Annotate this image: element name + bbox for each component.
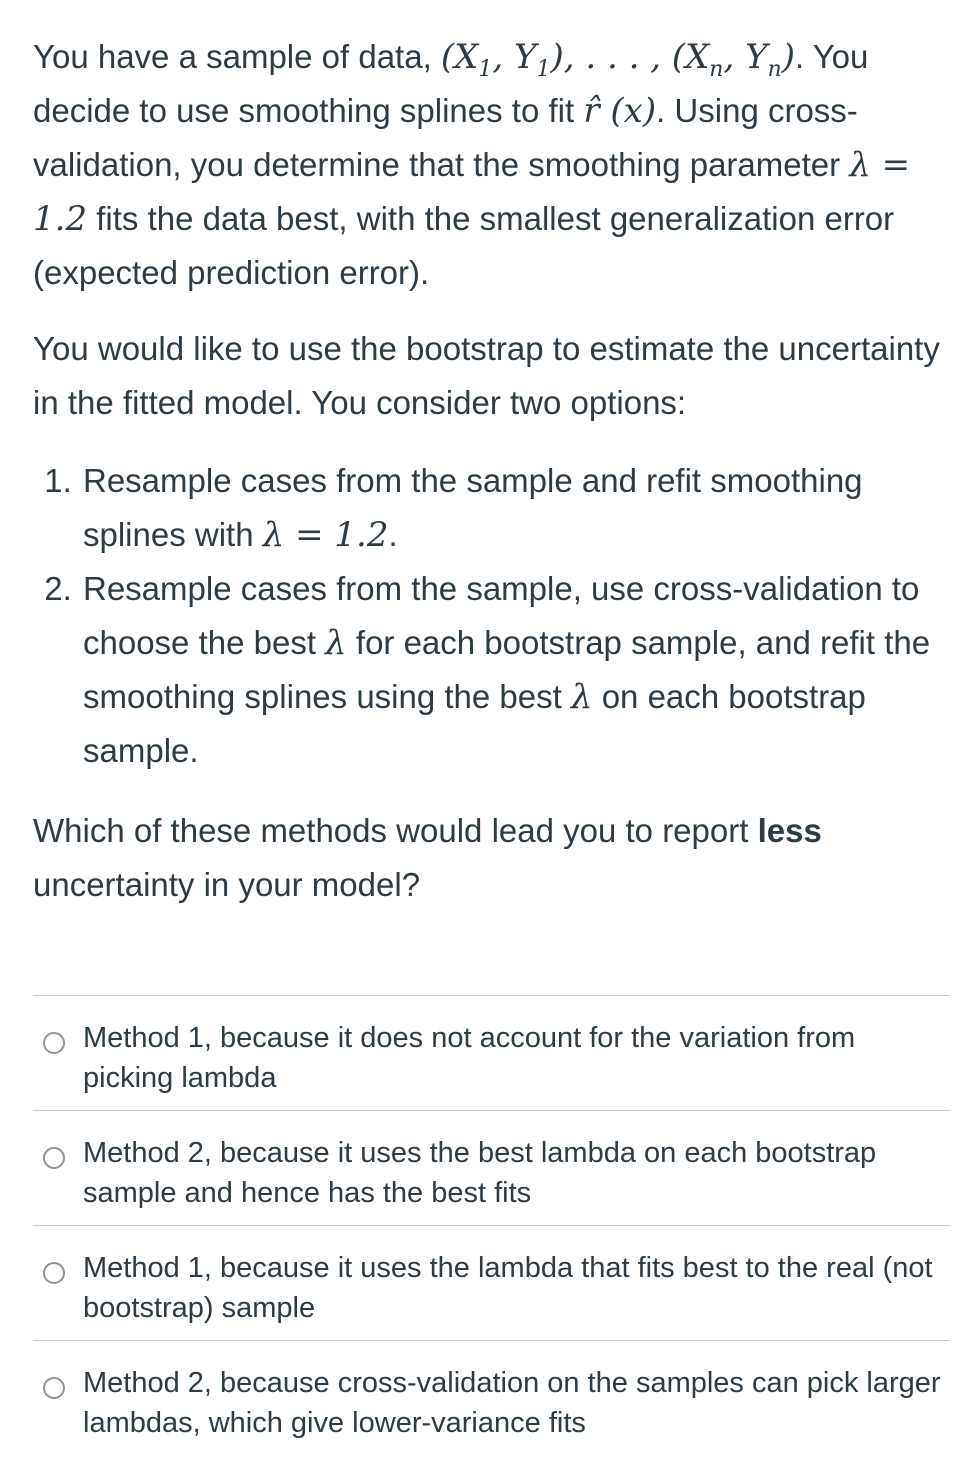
emphasis-less: less bbox=[757, 812, 822, 849]
answer-label[interactable]: Method 2, because cross-validation on the samples can pick larger lambdas, which give lower-variance fits bbox=[83, 1367, 941, 1439]
answer-option-3[interactable] bbox=[33, 1225, 950, 1340]
question-body bbox=[33, 30, 953, 912]
radio-button[interactable] bbox=[43, 1377, 65, 1399]
answer-label[interactable]: Method 1, because it does not account for the variation from picking lambda bbox=[83, 1022, 856, 1094]
question-text: . Using cross-validation, you determine that the smoothing parameter bbox=[33, 92, 858, 183]
answer-choices bbox=[33, 995, 950, 1455]
question-text: . You decide to use smoothing splines to fit bbox=[33, 38, 869, 129]
radio-button[interactable] bbox=[43, 1032, 65, 1054]
math-lambda: λ bbox=[570, 677, 593, 717]
question-prompt: Which of these methods would lead you to report less uncertainty in your model? bbox=[33, 812, 822, 903]
answer-label[interactable]: Method 2, because it uses the best lambda on each bootstrap sample and hence has the best fits bbox=[83, 1137, 877, 1209]
methods-list bbox=[33, 454, 953, 778]
answer-option-2[interactable] bbox=[33, 1110, 950, 1225]
radio-button[interactable] bbox=[43, 1262, 65, 1284]
math-lambda-value: λ = 1.2 bbox=[33, 145, 911, 239]
math-lambda-value: λ = 1.2 bbox=[262, 515, 389, 555]
question-paragraph-1 bbox=[33, 30, 953, 300]
math-lambda: λ bbox=[325, 623, 347, 663]
answer-option-4[interactable] bbox=[33, 1340, 950, 1455]
method-1-item: 1. Resample cases from the sample and refit smoothing splines with λ = 1.2. bbox=[81, 454, 953, 562]
method-2-item: 2. Resample cases from the sample, use cross-validation to choose the best λ for each bootstrap sample, and refit the smoothing splines using the best λ on each bootstrap sample. bbox=[81, 562, 953, 778]
math-fitted-function: r̂ (x) bbox=[583, 91, 657, 131]
math-sample-expression: ($X_1$, $Y_1$), . . . , ($X_n$, $Y_n$) bbox=[440, 37, 795, 82]
radio-button[interactable] bbox=[43, 1147, 65, 1169]
question-text: fits the data best, with the smallest generalization error (expected prediction error). bbox=[33, 200, 895, 291]
answer-option-1[interactable] bbox=[33, 995, 950, 1110]
answer-label[interactable]: Method 1, because it uses the lambda that fits best to the real (not bootstrap) sample bbox=[83, 1252, 933, 1324]
question-text: You have a sample of data, bbox=[33, 38, 441, 75]
question-paragraph-2: You would like to use the bootstrap to estimate the uncertainty in the fitted model. You consider two options: bbox=[33, 330, 940, 421]
